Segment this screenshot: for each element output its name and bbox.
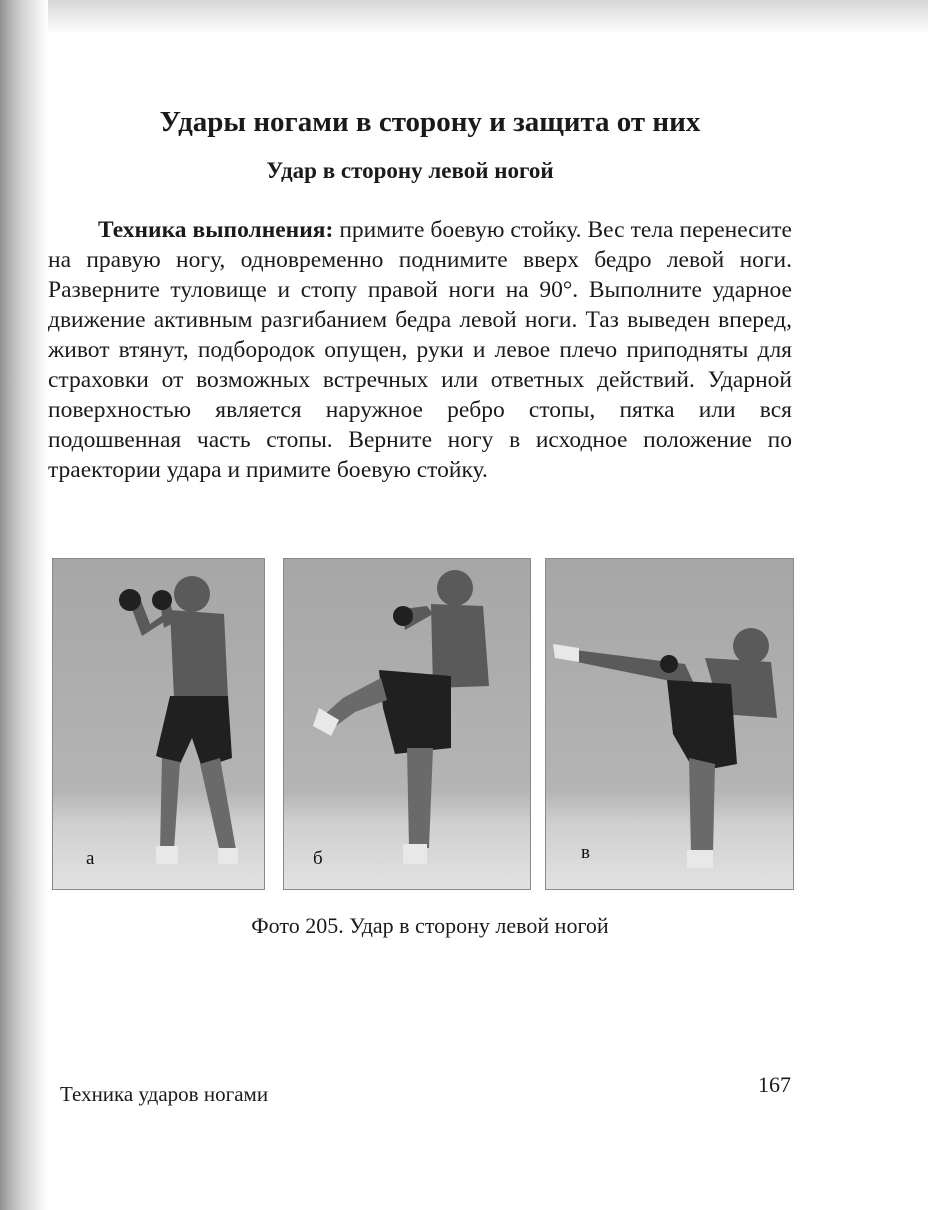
section-subtitle: Удар в сторону левой ногой bbox=[266, 158, 554, 183]
photo-c bbox=[545, 558, 794, 890]
scan-shadow-top bbox=[0, 0, 928, 32]
photo-b-label: б bbox=[313, 848, 323, 869]
photo-a-figure bbox=[52, 558, 265, 890]
page-title: Удары ногами в сторону и защита от них bbox=[159, 106, 701, 138]
page-number: 167 bbox=[758, 1072, 791, 1097]
photo-c-figure bbox=[545, 558, 794, 890]
photo-b bbox=[283, 558, 531, 890]
paragraph-lead: Техника выполнения: bbox=[98, 217, 334, 243]
photo-caption: Фото 205. Удар в сторону левой ногой bbox=[251, 913, 609, 938]
scan-shadow-left bbox=[0, 0, 48, 1210]
photo-a bbox=[52, 558, 265, 890]
paragraph-text: примите боевую стойку. Вес тела перенесите на правую ногу, одновременно поднимите вверх бедро левой ноги. Разверните туловище и стопу правой ноги на 90°. Выполните ударное движение активным разгибанием бедра левой ноги. Таз выведен вперед, живот втянут, подбородок опущен, руки и левое плечо приподняты для страховки от возможных встречных или ответных действий. Ударной поверхностью является наружное ребро стопы, пятка или вся подошвенная часть стопы. Верните ногу в исходное положение по траектории удара и примите боевую стойку. bbox=[48, 217, 792, 483]
body-paragraph bbox=[48, 215, 792, 485]
photo-b-figure bbox=[283, 558, 531, 890]
running-footer: Техника ударов ногами bbox=[60, 1082, 269, 1106]
photo-c-label: в bbox=[581, 842, 590, 863]
photo-a-label: а bbox=[86, 848, 95, 869]
